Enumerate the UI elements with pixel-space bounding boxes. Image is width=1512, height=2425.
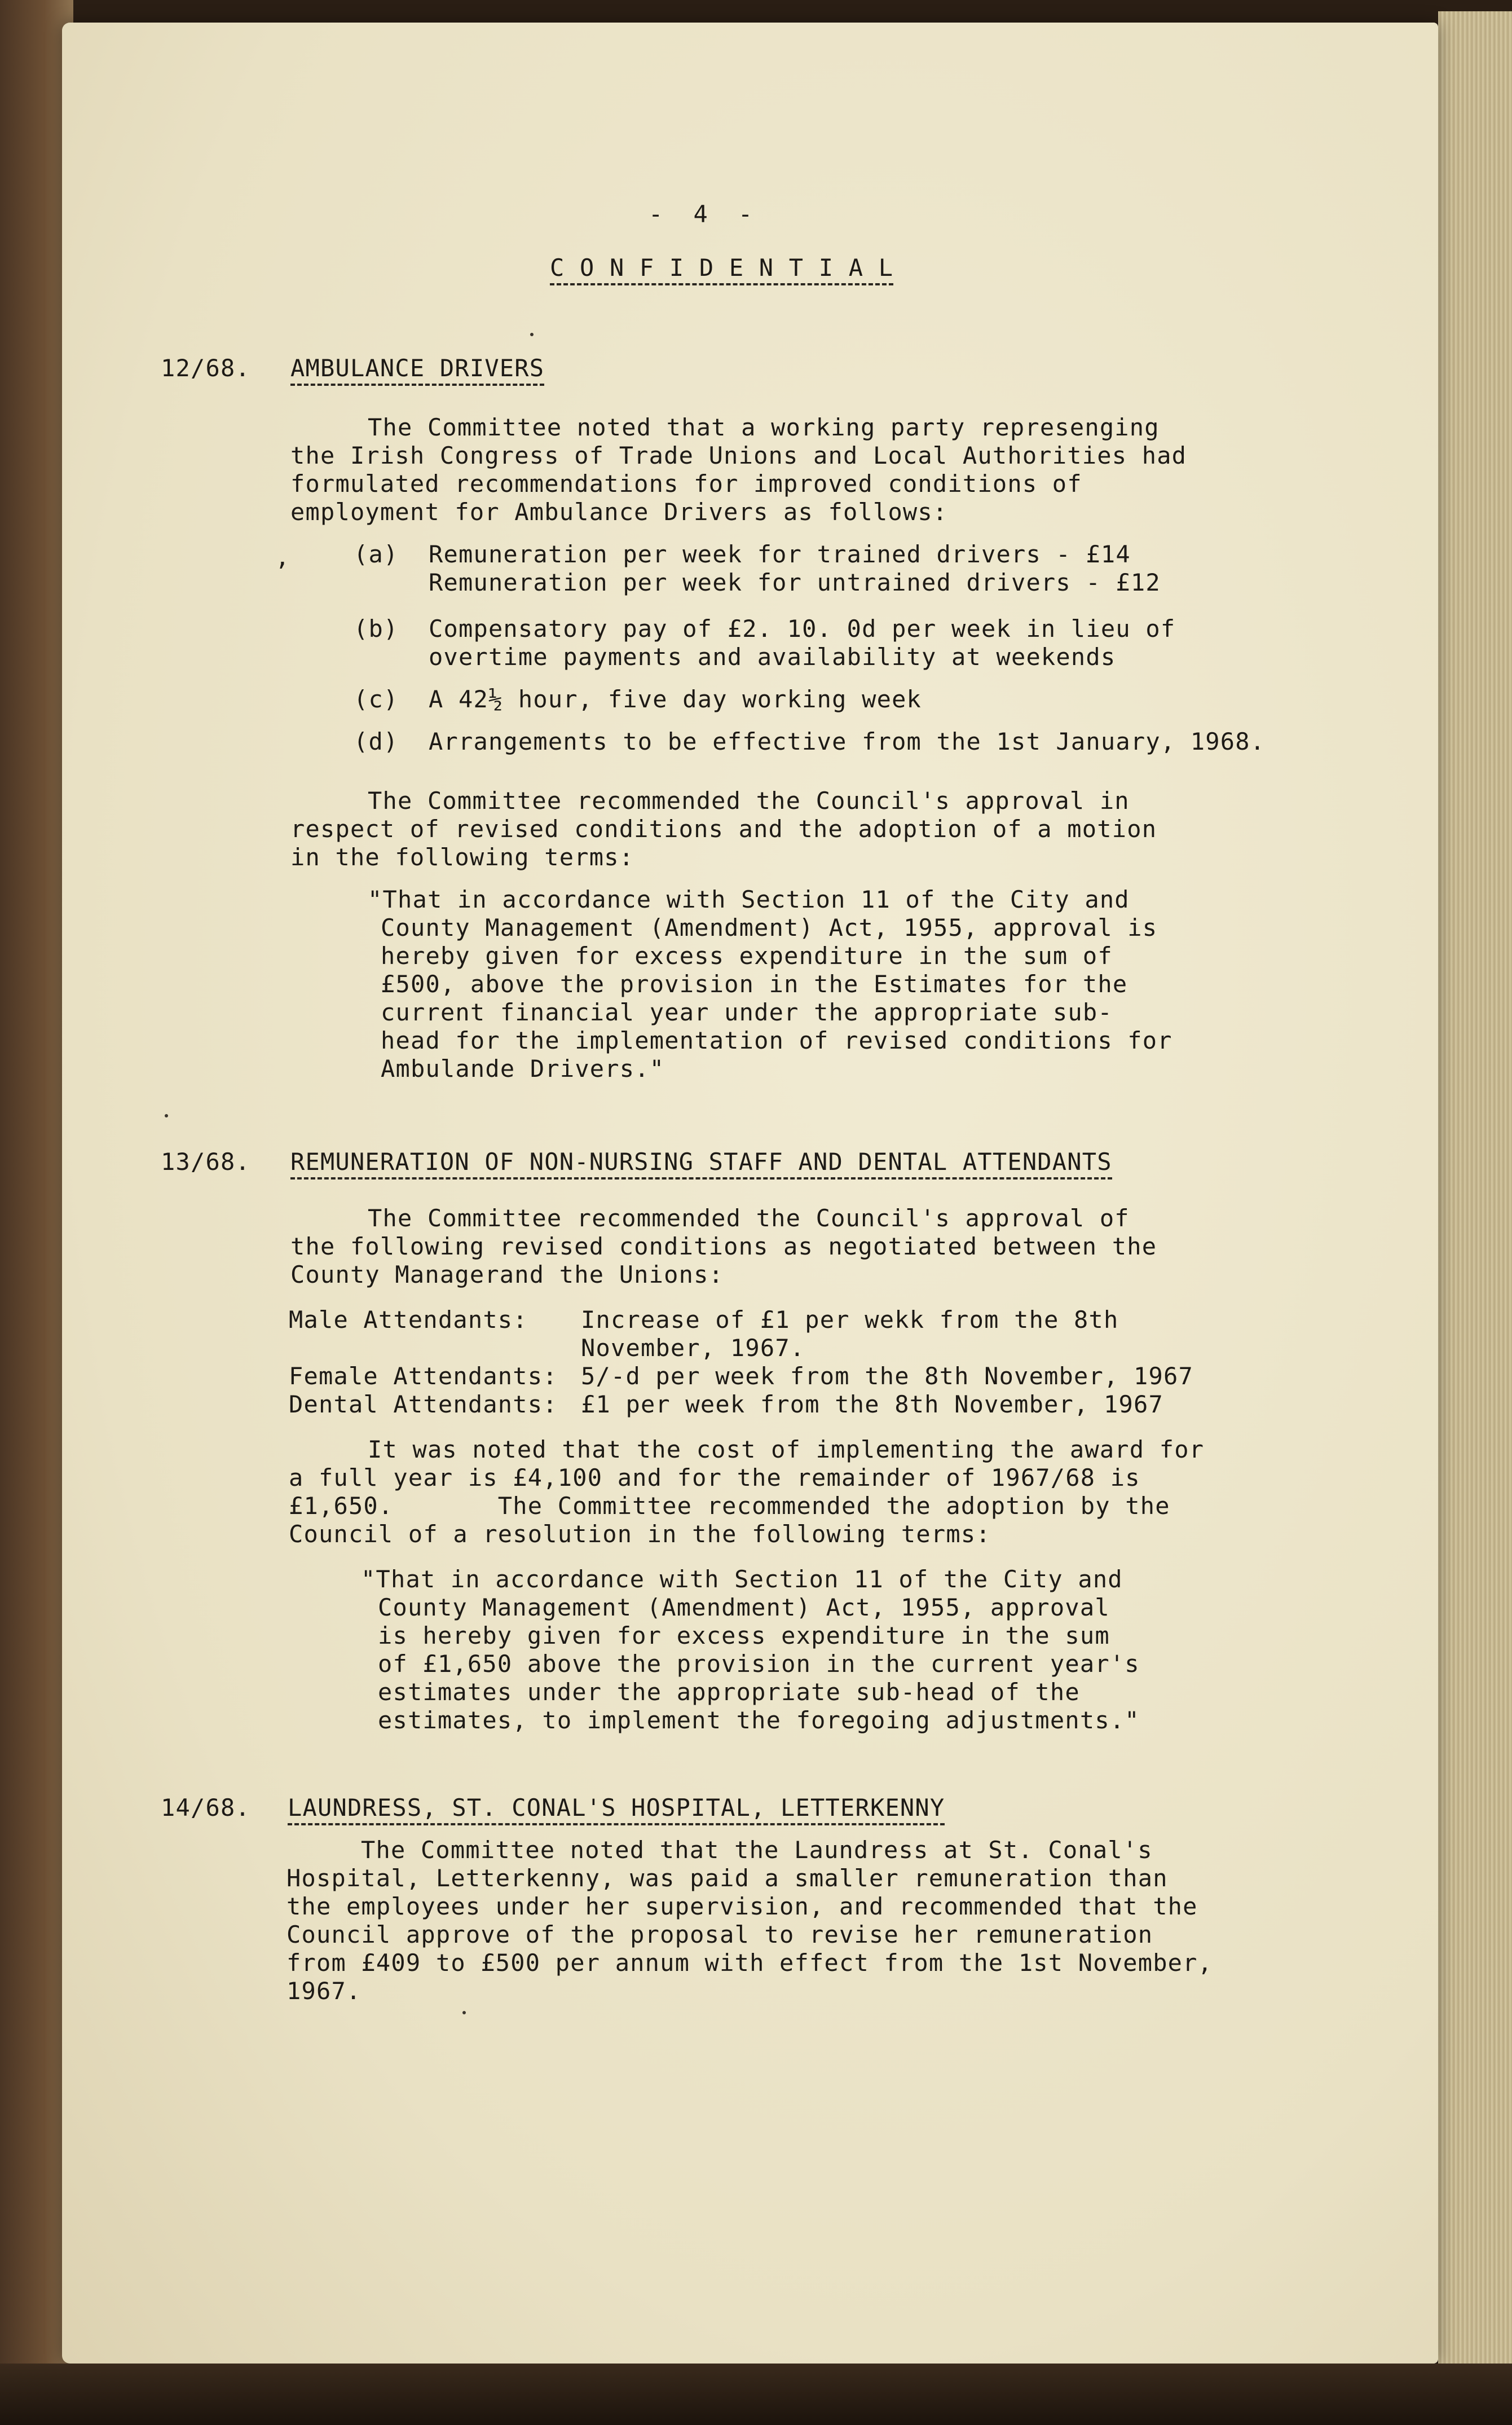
- paragraph-line: The Committee noted that the Laundress at St. Conal's: [361, 1836, 1153, 1864]
- motion-line: Ambulande Drivers.": [381, 1055, 665, 1082]
- motion-line: County Management (Amendment) Act, 1955, approval is: [381, 914, 1158, 941]
- paragraph-line: the employees under her supervision, and recommended that the: [286, 1893, 1198, 1920]
- item-number: 14/68.: [161, 1794, 250, 1821]
- page-stack-edge: [1438, 11, 1512, 2380]
- paragraph-line: a full year is £4,100 and for the remainder of 1967/68 is: [289, 1464, 1140, 1491]
- paragraph-line: The Committee recommended the Council's approval in: [368, 787, 1130, 815]
- rate-line: £1 per week from the 8th November, 1967: [581, 1390, 1163, 1418]
- stray-mark: ,: [275, 543, 290, 571]
- item-number: 13/68.: [161, 1148, 250, 1176]
- rate-line: Increase of £1 per wekk from the 8th: [581, 1306, 1119, 1333]
- paragraph-line: £1,650. The Committee recommended the adoption by the: [289, 1492, 1170, 1520]
- motion-line: estimates, to implement the foregoing adjustments.": [378, 1706, 1140, 1734]
- rate-label: Male Attendants:: [289, 1306, 528, 1333]
- item-heading: AMBULANCE DRIVERS: [290, 354, 544, 386]
- motion-line: "That in accordance with Section 11 of the City and: [361, 1565, 1123, 1593]
- paragraph-line: County Managerand the Unions:: [290, 1261, 724, 1288]
- paragraph-line: respect of revised conditions and the adoption of a motion: [290, 815, 1157, 843]
- rate-line: 5/-d per week from the 8th November, 1967: [581, 1362, 1193, 1390]
- list-line: Remuneration per week for untrained drivers - £12: [429, 569, 1161, 596]
- motion-line: estimates under the appropriate sub-head of the: [378, 1678, 1080, 1706]
- item-number: 12/68.: [161, 354, 250, 382]
- motion-line: is hereby given for excess expenditure in the sum: [378, 1622, 1110, 1649]
- item-heading: LAUNDRESS, ST. CONAL'S HOSPITAL, LETTERKENNY: [288, 1794, 945, 1825]
- paper-speck: [530, 333, 534, 336]
- rate-line: November, 1967.: [581, 1334, 805, 1362]
- paragraph-line: The Committee recommended the Council's approval of: [368, 1204, 1130, 1232]
- paragraph-line: It was noted that the cost of implementing the award for: [368, 1436, 1205, 1463]
- list-label: (d): [354, 728, 399, 755]
- list-label: (a): [354, 540, 399, 568]
- list-line: A 42½ hour, five day working week: [429, 685, 922, 713]
- paragraph-line: the following revised conditions as negotiated between the: [290, 1233, 1157, 1260]
- motion-line: head for the implementation of revised conditions for: [381, 1027, 1172, 1054]
- rate-label: Female Attendants:: [289, 1362, 558, 1390]
- list-label: (c): [354, 685, 399, 713]
- paragraph-line: Council approve of the proposal to revise her remuneration: [286, 1921, 1153, 1948]
- motion-line: County Management (Amendment) Act, 1955, approval: [378, 1594, 1110, 1621]
- motion-line: current financial year under the appropriate sub-: [381, 998, 1113, 1026]
- motion-line: hereby given for excess expenditure in the sum of: [381, 942, 1113, 970]
- paragraph-line: the Irish Congress of Trade Unions and Local Authorities had: [290, 442, 1187, 469]
- motion-line: "That in accordance with Section 11 of the City and: [368, 886, 1130, 913]
- paragraph-line: 1967.: [286, 1977, 362, 2005]
- list-line: Remuneration per week for trained drivers - £14: [429, 540, 1131, 568]
- document-page: [62, 23, 1438, 2364]
- paper-speck: [165, 1114, 168, 1117]
- list-label: (b): [354, 615, 399, 642]
- motion-line: £500, above the provision in the Estimates for the: [381, 970, 1128, 998]
- paragraph-line: employment for Ambulance Drivers as follows:: [290, 498, 948, 526]
- paragraph-line: in the following terms:: [290, 843, 634, 871]
- list-line: Arrangements to be effective from the 1st January, 1968.: [429, 728, 1266, 755]
- item-heading: REMUNERATION OF NON-NURSING STAFF AND DENTAL ATTENDANTS: [290, 1148, 1112, 1180]
- book-bottom-edge: [0, 2364, 1512, 2425]
- paragraph-line: formulated recommendations for improved conditions of: [290, 470, 1082, 498]
- confidential-heading: C O N F I D E N T I A L: [550, 254, 893, 285]
- list-line: Compensatory pay of £2. 10. 0d per week in lieu of: [429, 615, 1176, 642]
- motion-line: of £1,650 above the provision in the current year's: [378, 1650, 1140, 1678]
- page-number: - 4 -: [649, 200, 753, 228]
- paragraph-line: from £409 to £500 per annum with effect from the 1st November,: [286, 1949, 1213, 1977]
- rate-label: Dental Attendants:: [289, 1390, 558, 1418]
- list-line: overtime payments and availability at weekends: [429, 643, 1116, 671]
- paper-speck: [462, 2011, 466, 2014]
- paragraph-line: The Committee noted that a working party represenging: [368, 413, 1160, 441]
- paragraph-line: Council of a resolution in the following terms:: [289, 1520, 991, 1548]
- paragraph-line: Hospital, Letterkenny, was paid a smaller remuneration than: [286, 1864, 1168, 1892]
